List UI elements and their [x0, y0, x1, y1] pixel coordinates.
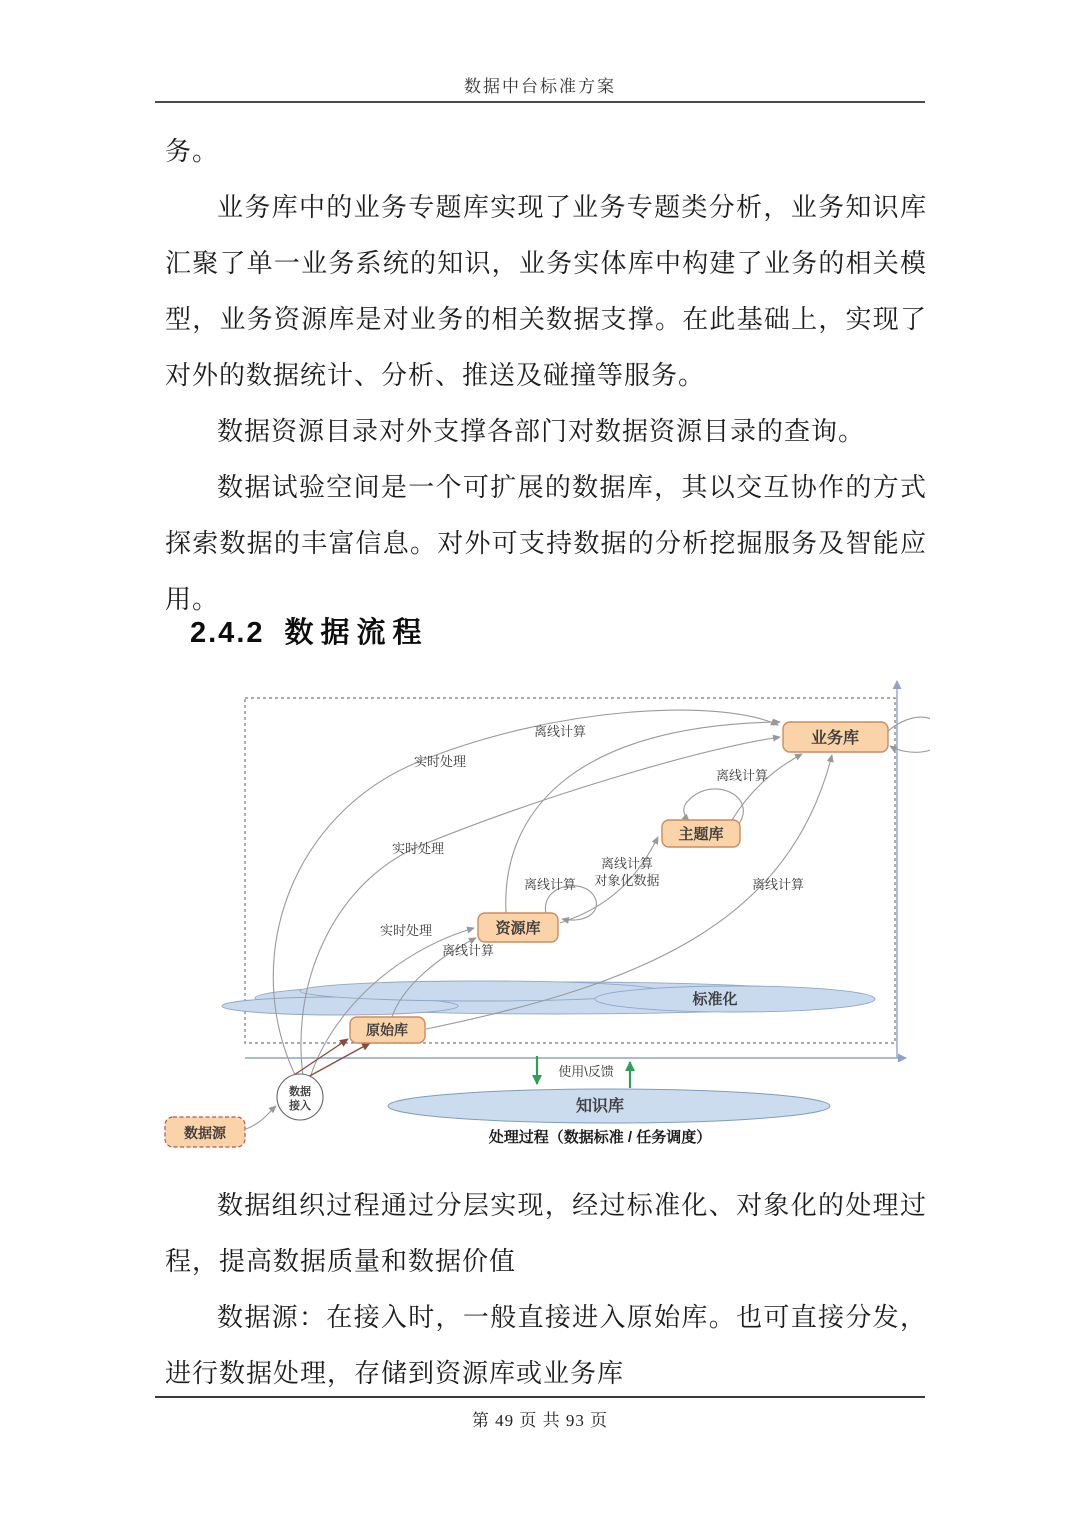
label-offline-obj-line1: 离线计算	[600, 856, 654, 871]
diagram-caption: 处理过程（数据标准 / 任务调度）	[488, 1129, 712, 1146]
paragraph-5: 数据源：在接入时，一般直接进入原始库。也可直接分发，进行数据处理，存储到资源库或业务库	[165, 1303, 927, 1388]
section-heading	[190, 610, 429, 651]
header-title: 数据中台标准方案	[464, 77, 616, 96]
data-access-label-line1: 数据	[289, 1086, 311, 1098]
flow-source-to-access	[246, 1106, 276, 1129]
theme-db-label: 主题库	[678, 826, 724, 843]
data-access-label-line2: 接入	[289, 1100, 311, 1112]
data-flow-diagram	[150, 665, 930, 1165]
paragraph-4: 数据组织过程通过分层实现，经过标准化、对象化的处理过程，提高数据质量和数据价值	[165, 1191, 927, 1276]
label-offline-right: 离线计算	[751, 877, 805, 892]
paragraph-2: 数据资源目录对外支撑各部门对数据资源目录的查询。	[217, 417, 866, 446]
footer-page-info: 第 49 页 共 93 页	[471, 1411, 609, 1430]
paragraph-3: 数据试验空间是一个可扩展的数据库，其以交互协作的方式探索数据的丰富信息。对外可支持数据的分析挖掘服务及智能应用。	[165, 473, 927, 614]
business-self-loop	[888, 717, 930, 752]
standardization-label: 标准化	[692, 991, 738, 1008]
label-realtime-2: 实时处理	[391, 841, 445, 856]
footer-rule	[155, 1396, 925, 1398]
paragraph-continuation: 务。	[165, 137, 220, 166]
raw-db-label: 原始库	[366, 1022, 408, 1038]
section-title: 数据流程	[284, 617, 429, 649]
data-source-label: 数据源	[184, 1125, 226, 1141]
diagram-nodes	[165, 722, 888, 1147]
flow-theme-to-business-offline	[732, 754, 802, 820]
label-offline-obj-line2: 对象化数据	[594, 873, 660, 888]
standardization-band	[222, 981, 875, 1015]
body-text-bottom	[165, 1178, 927, 1402]
label-offline-top: 离线计算	[533, 724, 587, 739]
flow-access-to-business-realtime	[273, 710, 778, 1077]
label-offline-resource-loop: 离线计算	[523, 877, 577, 892]
label-realtime-1: 实时处理	[413, 754, 467, 769]
business-db-label: 业务库	[810, 730, 860, 747]
label-realtime-3: 实时处理	[379, 923, 433, 938]
label-offline-raw-resource: 离线计算	[441, 943, 495, 958]
paragraph-1: 业务库中的业务专题库实现了业务专题类分析，业务知识库汇聚了单一业务系统的知识，业务实体库中构建了业务的相关模型，业务资源库是对业务的相关数据支撑。在此基础上，实现了对外的数据统计、分析、推送及碰撞等服务。	[165, 193, 927, 390]
body-text-top	[165, 124, 927, 628]
label-use-feedback: 使用\反馈	[558, 1064, 614, 1079]
resource-db-label: 资源库	[495, 920, 541, 937]
label-offline-theme-business: 离线计算	[715, 768, 769, 783]
header-rule	[155, 101, 925, 103]
section-number: 2.4.2	[190, 617, 265, 649]
knowledge-db-label: 知识库	[575, 1098, 625, 1115]
